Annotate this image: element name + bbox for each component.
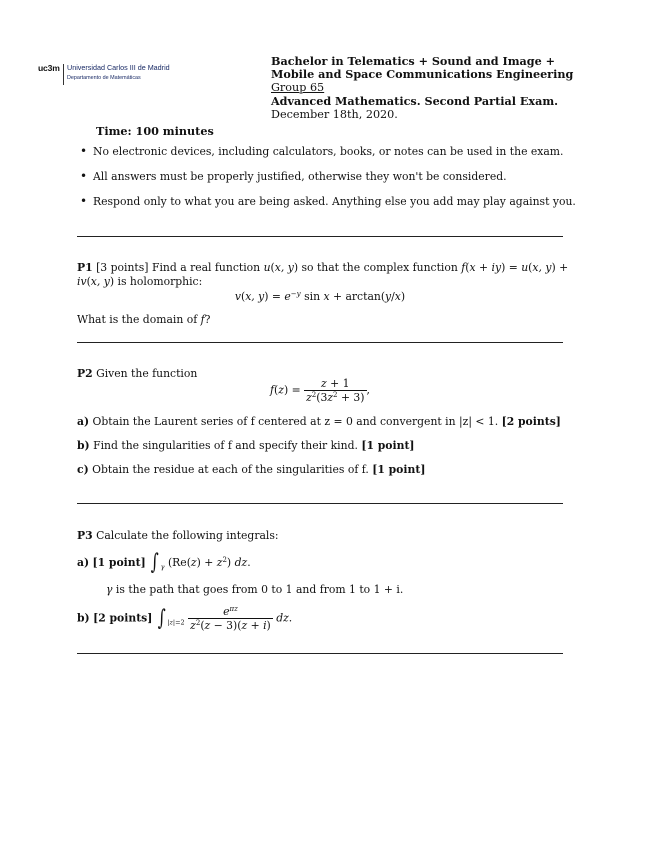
exam-header — [271, 54, 574, 122]
p2-b-label: b) — [77, 439, 90, 452]
p3-a-points: [1 point] — [92, 556, 146, 569]
p2-c-points: [1 point] — [372, 463, 426, 476]
p3-a-label: a) — [77, 556, 90, 569]
divider — [77, 653, 563, 654]
p1-text-c: is holomorphic: — [117, 275, 203, 288]
time-limit: Time: 100 minutes — [96, 124, 214, 138]
logo-department: Departamento de Matemáticas — [67, 75, 141, 81]
divider — [77, 503, 563, 504]
p3-intro — [77, 530, 279, 542]
rules-list — [77, 145, 576, 221]
rule-item: • All answers must be properly justified, otherwise they won't be considered. — [77, 171, 567, 196]
degree-line-1: Bachelor in Telematics + Sound and Image + — [271, 54, 556, 68]
p2-a-text: Obtain the Laurent series of f centered at z = 0 and convergent in |z| < 1. — [92, 415, 499, 428]
p1-equation: v(x, $y) = e^{-y}$ sin x + arctan(y/x) — [234, 290, 406, 303]
p3-b-points: [2 points] — [93, 611, 153, 625]
p1-question-text: What is the domain of — [77, 313, 198, 326]
divider — [77, 236, 563, 237]
p2-part-b — [77, 440, 415, 452]
p1-text-a: Find a real function — [151, 261, 261, 274]
logo-mark: uc3m — [38, 63, 60, 73]
group-label: Group 65 — [271, 80, 325, 94]
p1-line-2: iv(x, y) is holomorphic: — [77, 275, 203, 288]
university-logo — [38, 62, 188, 88]
p2-a-points: [2 points] — [501, 415, 561, 428]
p3-b-label: b) — [77, 611, 90, 625]
exam-date: December 18th, 2020. — [271, 107, 398, 121]
p2-intro-text: Given the function — [96, 367, 198, 380]
p2-c-label: c) — [77, 463, 89, 476]
divider — [77, 342, 563, 343]
p1-u: u — [263, 261, 271, 274]
p1-text-b: so that the complex function — [301, 261, 458, 274]
p3-part-b: b) [2 points] ∫ $_{|z|=2}$ $\frac{e^{\pi z}}{z^2(z - 3)(z + i)}$ dz. — [77, 605, 293, 632]
rule-item: • No electronic devices, including calculators, books, or notes can be used in the exam. — [77, 146, 567, 171]
degree-line-2: Mobile and Space Communications Engineering — [271, 67, 574, 82]
p2-function: f(z) = $\frac{z + 1}{z^2(3z^2 + 3)}$ , — [270, 377, 370, 404]
p1-points: [3 points] — [96, 261, 149, 274]
p1-line-1: P1 [3 points] Find a real function u(x, y) so that the complex function f(x + iy) = u(x, y) + — [77, 261, 569, 274]
p3-gamma-desc: γ is the path that goes from 0 to 1 and from 1 to 1 + i. — [106, 583, 404, 596]
p2-a-label: a) — [77, 415, 90, 428]
p2-part-a — [77, 416, 561, 428]
p2-c-text: Obtain the residue at each of the singularities of f. — [92, 463, 369, 476]
logo-university: Universidad Carlos III de Madrid — [67, 63, 170, 72]
p1-label: P1 — [77, 261, 93, 274]
p3-label: P3 — [77, 529, 93, 542]
integral-sign: ∫ — [157, 605, 166, 631]
p2-b-points: [1 point] — [361, 439, 415, 452]
p3-part-a: a) [1 point] ∫ $_\gamma$ $(Re(z) + z^2)$ dz. — [77, 550, 251, 575]
p3-intro-text: Calculate the following integrals: — [96, 529, 279, 542]
p2-label: P2 — [77, 367, 93, 380]
logo-divider — [63, 64, 64, 85]
p1-question: What is the domain of f? — [77, 313, 211, 326]
course-title: Advanced Mathematics. Second Partial Exam. — [271, 94, 559, 109]
p3-gamma-text: is the path that goes from 0 to 1 and from 1 to 1 + i. — [115, 583, 404, 596]
p2-part-c — [77, 464, 425, 476]
p2-b-text: Find the singularities of f and specify their kind. — [93, 439, 358, 452]
integral-sign: ∫ — [150, 550, 159, 575]
rule-item: • Respond only to what you are being asked. Anything else you add may play against you. — [77, 196, 567, 221]
